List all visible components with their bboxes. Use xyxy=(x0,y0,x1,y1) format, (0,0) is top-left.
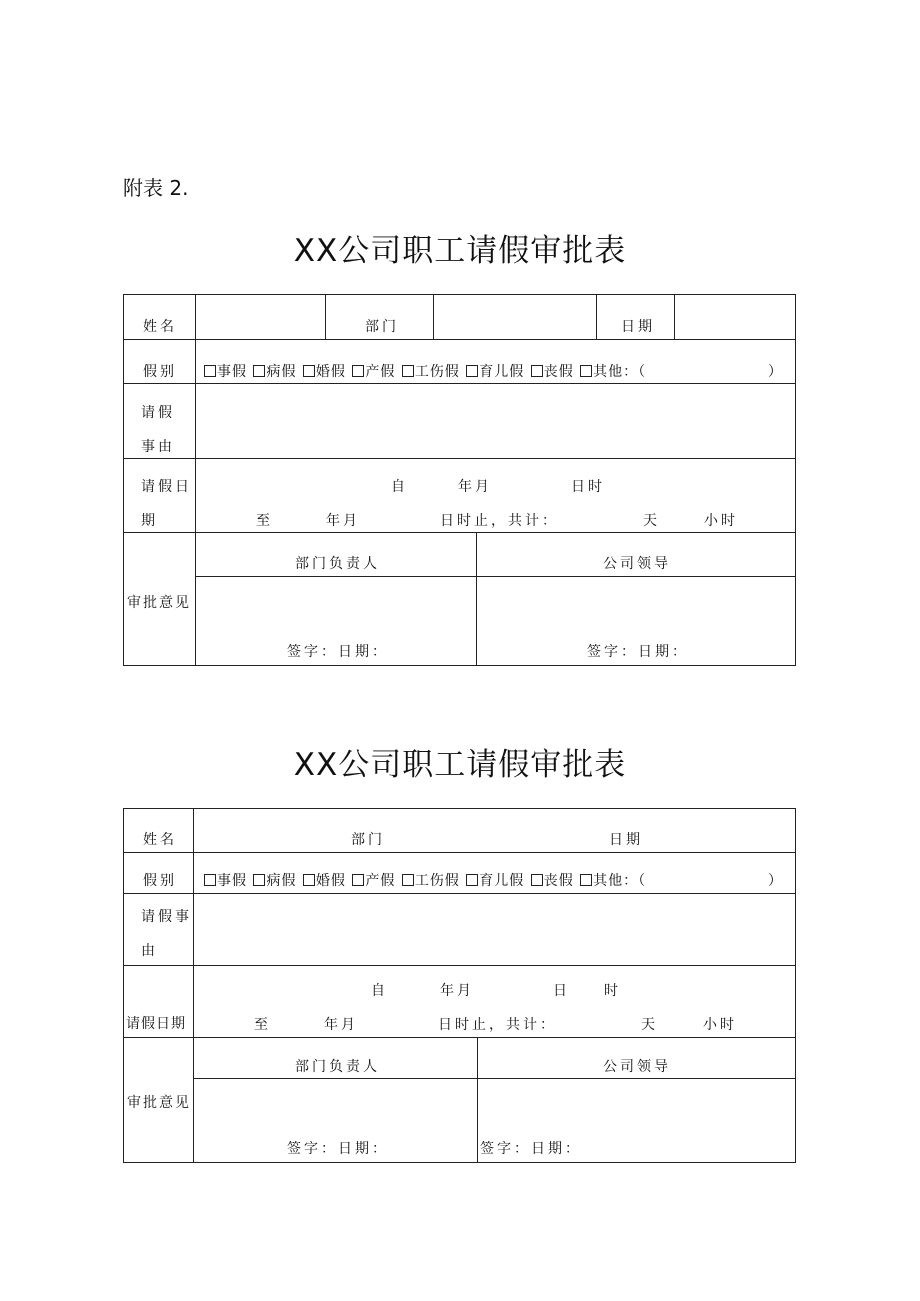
option-label: 事假 xyxy=(217,873,247,889)
row-divider xyxy=(123,339,796,340)
option-label: 病假 xyxy=(266,364,297,380)
checkbox-other-leave[interactable] xyxy=(580,365,592,377)
col-divider xyxy=(476,532,477,666)
col-divider xyxy=(596,294,597,339)
period-to: 至 xyxy=(254,1017,271,1033)
option-label: 育儿假 xyxy=(479,873,525,889)
col-divider xyxy=(433,294,434,339)
company-leader-label: 公司领导 xyxy=(603,556,671,572)
company-leader-signature: 签字：日期： xyxy=(480,1141,582,1157)
row-divider xyxy=(123,532,796,533)
reason-field[interactable] xyxy=(197,385,794,457)
option-label: 丧假 xyxy=(543,364,574,380)
company-leader-label: 公司领导 xyxy=(603,1059,671,1075)
checkbox-other-leave[interactable] xyxy=(580,874,592,886)
row-divider xyxy=(193,1078,796,1079)
checkbox-injury-leave[interactable] xyxy=(402,365,414,377)
checkbox-sick-leave[interactable] xyxy=(253,365,265,377)
period-to: 至 xyxy=(256,513,273,529)
col-divider xyxy=(193,808,194,1163)
form-title: XX公司职工请假审批表 xyxy=(293,233,627,269)
row-divider xyxy=(123,1037,796,1038)
option-label: 其他：（ xyxy=(593,364,647,380)
other-close-paren: ） xyxy=(768,873,785,889)
dept-label: 部门 xyxy=(351,832,385,848)
approval-label: 审批意见 xyxy=(127,595,191,611)
dept-head-signature: 签字：日期： xyxy=(287,1141,389,1157)
option-label: 婚假 xyxy=(315,364,346,380)
option-label: 婚假 xyxy=(315,873,346,889)
name-label: 姓名 xyxy=(143,319,177,335)
row-divider xyxy=(123,458,796,459)
leave-type-label: 假别 xyxy=(143,364,177,380)
leave-type-options xyxy=(204,874,647,888)
row-divider xyxy=(195,576,796,577)
period-from-year-month: 年月 xyxy=(440,983,474,999)
period-from: 自 xyxy=(391,479,408,495)
period-to-day-hour-total: 日时止，共计： xyxy=(438,1017,557,1033)
period-from-day: 日 xyxy=(553,983,570,999)
option-label: 事假 xyxy=(217,364,247,380)
leave-type-label: 假别 xyxy=(143,873,177,889)
checkbox-parental-leave[interactable] xyxy=(466,874,478,886)
period-hours-unit: 小时 xyxy=(703,1017,737,1033)
option-label: 病假 xyxy=(266,873,297,889)
period-to-day-hour-total: 日时止，共计： xyxy=(440,513,559,529)
option-label: 育儿假 xyxy=(479,364,525,380)
checkbox-personal-leave[interactable] xyxy=(204,874,216,886)
dept-label: 部门 xyxy=(365,319,399,335)
period-from-year-month: 年月 xyxy=(458,479,492,495)
reason-field[interactable] xyxy=(195,895,794,964)
form-title: XX公司职工请假审批表 xyxy=(293,747,627,783)
row-divider xyxy=(123,383,796,384)
company-leader-signature: 签字：日期： xyxy=(587,644,689,660)
period-from-hour: 时 xyxy=(604,983,621,999)
checkbox-bereavement-leave[interactable] xyxy=(531,874,543,886)
col-divider xyxy=(477,1037,478,1163)
option-label: 产假 xyxy=(365,364,396,380)
option-label: 工伤假 xyxy=(414,873,460,889)
option-label: 其他：（ xyxy=(593,873,647,889)
col-divider xyxy=(674,294,675,339)
option-label: 丧假 xyxy=(543,873,574,889)
reason-label: 请假事由 xyxy=(141,405,175,455)
period-days-unit: 天 xyxy=(641,1017,658,1033)
checkbox-maternity-leave[interactable] xyxy=(352,365,364,377)
name-label: 姓名 xyxy=(143,832,177,848)
period-from-day-hour: 日时 xyxy=(571,479,605,495)
dept-head-label: 部门负责人 xyxy=(295,556,380,572)
row-divider xyxy=(123,852,796,853)
date-label: 日期 xyxy=(609,832,643,848)
reason-label: 请假事由 xyxy=(141,909,192,959)
option-label: 工伤假 xyxy=(414,364,460,380)
checkbox-marriage-leave[interactable] xyxy=(303,365,315,377)
period-days-unit: 天 xyxy=(643,513,660,529)
row-divider xyxy=(123,965,796,966)
dept-head-signature: 签字：日期： xyxy=(287,644,389,660)
attachment-label: 附表 2. xyxy=(123,176,189,200)
row-divider xyxy=(123,893,796,894)
approval-label: 审批意见 xyxy=(127,1095,191,1111)
checkbox-personal-leave[interactable] xyxy=(204,365,216,377)
period-label: 请假日期 xyxy=(126,1016,186,1032)
period-hours-unit: 小时 xyxy=(704,513,738,529)
dept-head-label: 部门负责人 xyxy=(295,1059,380,1075)
col-divider xyxy=(325,294,326,339)
date-field[interactable] xyxy=(676,296,794,338)
name-field[interactable] xyxy=(197,296,323,338)
dept-field[interactable] xyxy=(435,296,594,338)
period-label: 请假日期 xyxy=(141,479,192,529)
date-label: 日期 xyxy=(621,319,655,335)
period-from: 自 xyxy=(371,983,388,999)
checkbox-injury-leave[interactable] xyxy=(402,874,414,886)
checkbox-marriage-leave[interactable] xyxy=(303,874,315,886)
checkbox-maternity-leave[interactable] xyxy=(352,874,364,886)
checkbox-bereavement-leave[interactable] xyxy=(531,365,543,377)
period-to-year-month: 年月 xyxy=(326,513,360,529)
option-label: 产假 xyxy=(365,873,396,889)
period-to-year-month: 年月 xyxy=(324,1017,358,1033)
leave-type-options xyxy=(204,365,647,379)
other-close-paren: ） xyxy=(768,364,785,380)
checkbox-sick-leave[interactable] xyxy=(253,874,265,886)
checkbox-parental-leave[interactable] xyxy=(466,365,478,377)
